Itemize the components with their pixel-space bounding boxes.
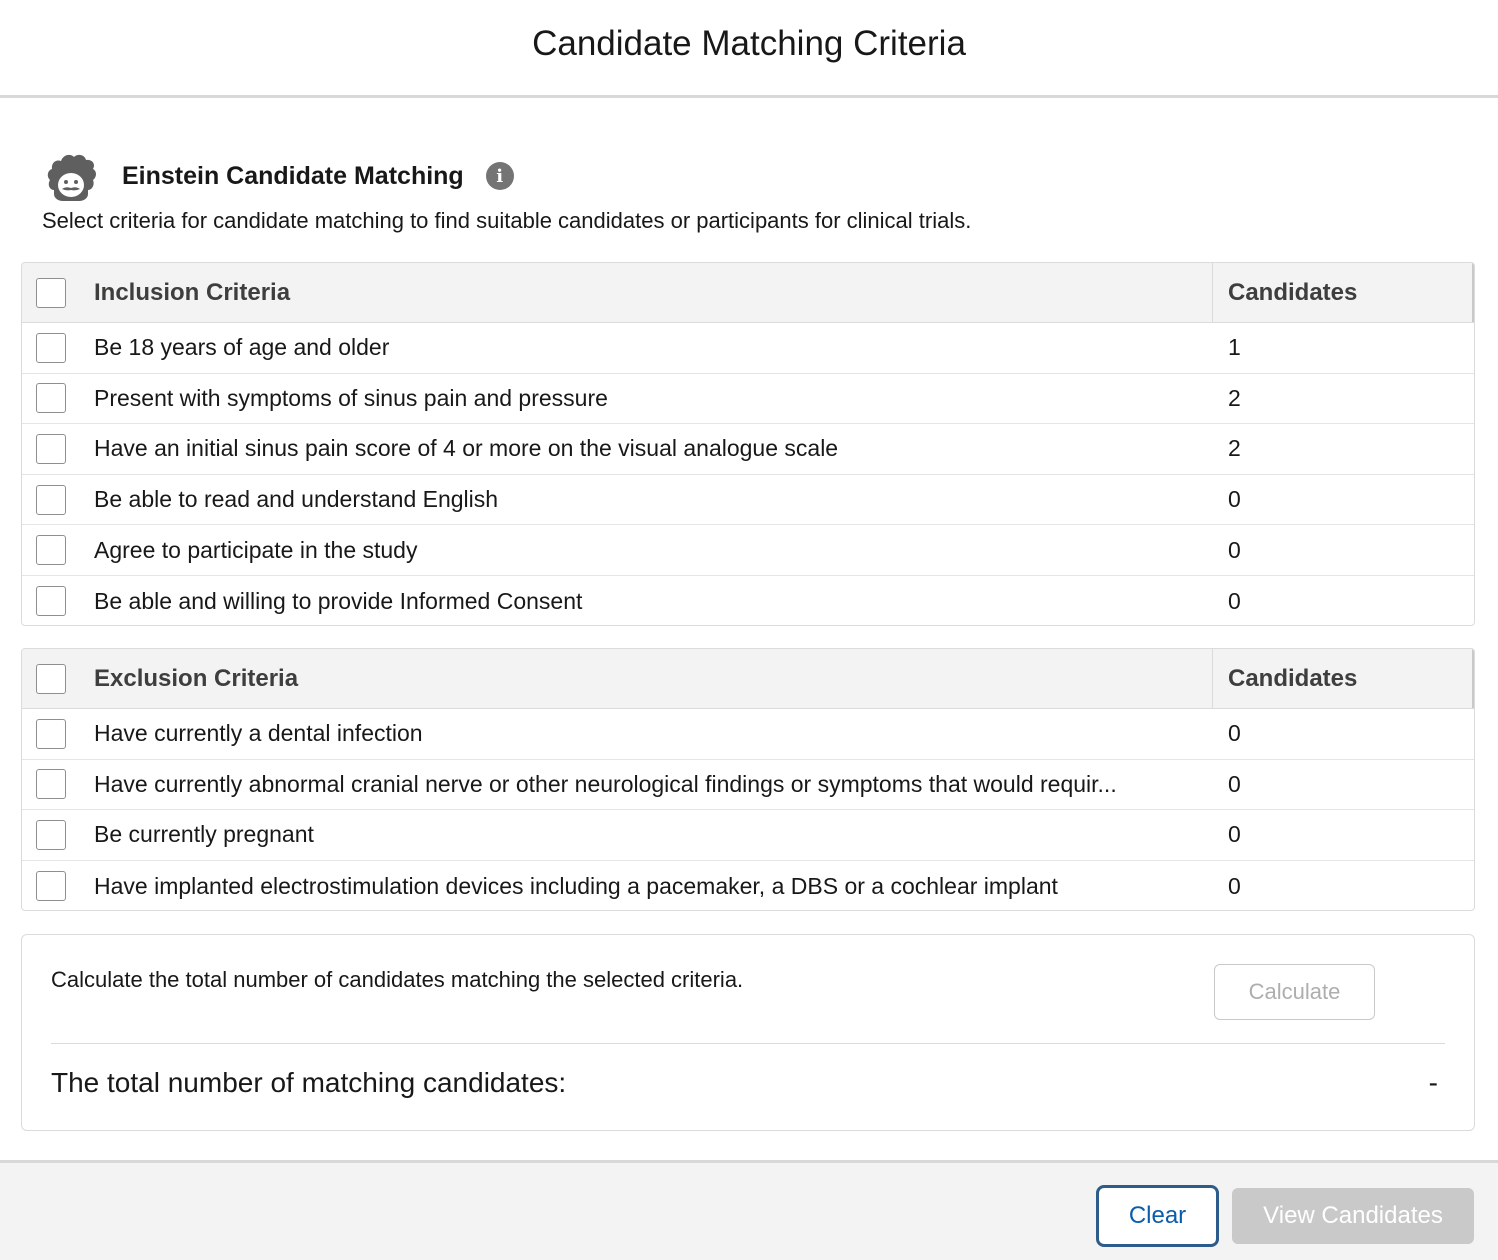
row-checkbox[interactable] bbox=[36, 820, 66, 850]
einstein-avatar-icon bbox=[42, 150, 100, 202]
table-header bbox=[22, 263, 1474, 323]
total-label: The total number of matching candidates: bbox=[51, 1067, 567, 1098]
candidate-count: 0 bbox=[1228, 536, 1241, 563]
modal-footer bbox=[0, 1160, 1498, 1260]
calculation-description: Calculate the total number of candidates matching the selected criteria. bbox=[51, 967, 744, 992]
info-icon[interactable]: i bbox=[486, 162, 514, 190]
column-resize-handle[interactable] bbox=[1472, 649, 1474, 708]
candidate-count: 0 bbox=[1228, 720, 1241, 747]
row-checkbox[interactable] bbox=[36, 485, 66, 515]
inclusion-header-label: Inclusion Criteria bbox=[94, 278, 291, 306]
criteria-label: Have currently abnormal cranial nerve or other neurological findings or symptoms that would requir... bbox=[94, 770, 1117, 797]
column-divider[interactable] bbox=[1212, 263, 1213, 322]
exclusion-criteria-table bbox=[21, 648, 1475, 911]
table-header bbox=[22, 649, 1474, 709]
einstein-title: Einstein Candidate Matching bbox=[122, 161, 464, 190]
criteria-label: Agree to participate in the study bbox=[94, 536, 418, 563]
candidate-count: 0 bbox=[1228, 486, 1241, 513]
table-row bbox=[22, 525, 1474, 576]
column-resize-handle[interactable] bbox=[1472, 263, 1474, 322]
candidates-column-header: Candidates bbox=[1228, 278, 1358, 306]
table-row bbox=[22, 709, 1474, 760]
view-candidates-button[interactable]: View Candidates bbox=[1232, 1188, 1474, 1244]
table-row bbox=[22, 760, 1474, 811]
column-divider[interactable] bbox=[1212, 649, 1213, 708]
inclusion-criteria-table bbox=[21, 262, 1475, 626]
criteria-label: Have an initial sinus pain score of 4 or more on the visual analogue scale bbox=[94, 435, 839, 462]
candidate-count: 0 bbox=[1228, 587, 1241, 614]
row-checkbox[interactable] bbox=[36, 383, 66, 413]
divider bbox=[51, 1043, 1445, 1044]
clear-button[interactable]: Clear bbox=[1096, 1185, 1219, 1247]
table-row bbox=[22, 576, 1474, 626]
candidate-count: 1 bbox=[1228, 334, 1241, 361]
total-value: - bbox=[1428, 1067, 1438, 1098]
table-row bbox=[22, 424, 1474, 475]
criteria-label: Be able and willing to provide Informed Consent bbox=[94, 587, 583, 614]
table-row bbox=[22, 861, 1474, 911]
calculate-button[interactable]: Calculate bbox=[1214, 964, 1375, 1020]
row-checkbox[interactable] bbox=[36, 586, 66, 616]
row-checkbox[interactable] bbox=[36, 535, 66, 565]
einstein-description: Select criteria for candidate matching to find suitable candidates or participants for clinical trials. bbox=[42, 208, 972, 233]
calculation-card bbox=[21, 934, 1475, 1131]
row-checkbox[interactable] bbox=[36, 434, 66, 464]
modal-title: Candidate Matching Criteria bbox=[532, 23, 966, 63]
criteria-label: Have currently a dental infection bbox=[94, 720, 423, 747]
candidate-count: 2 bbox=[1228, 384, 1241, 411]
row-checkbox[interactable] bbox=[36, 333, 66, 363]
select-all-exclusion-checkbox[interactable] bbox=[36, 664, 66, 694]
criteria-label: Be currently pregnant bbox=[94, 821, 314, 848]
row-checkbox[interactable] bbox=[36, 769, 66, 799]
candidates-column-header: Candidates bbox=[1228, 664, 1358, 692]
table-row bbox=[22, 810, 1474, 861]
candidate-count: 0 bbox=[1228, 872, 1241, 899]
candidate-count: 0 bbox=[1228, 770, 1241, 797]
row-checkbox[interactable] bbox=[36, 719, 66, 749]
select-all-inclusion-checkbox[interactable] bbox=[36, 278, 66, 308]
row-checkbox[interactable] bbox=[36, 871, 66, 901]
modal-header bbox=[0, 0, 1498, 98]
einstein-header bbox=[42, 150, 514, 202]
candidate-count: 2 bbox=[1228, 435, 1241, 462]
criteria-label: Be 18 years of age and older bbox=[94, 334, 390, 361]
table-row bbox=[22, 323, 1474, 374]
candidate-count: 0 bbox=[1228, 821, 1241, 848]
table-row bbox=[22, 374, 1474, 425]
criteria-label: Have implanted electrostimulation devices including a pacemaker, a DBS or a cochlear implant bbox=[94, 872, 1058, 899]
exclusion-header-label: Exclusion Criteria bbox=[94, 664, 299, 692]
table-row bbox=[22, 475, 1474, 526]
criteria-label: Be able to read and understand English bbox=[94, 486, 499, 513]
criteria-label: Present with symptoms of sinus pain and pressure bbox=[94, 384, 608, 411]
